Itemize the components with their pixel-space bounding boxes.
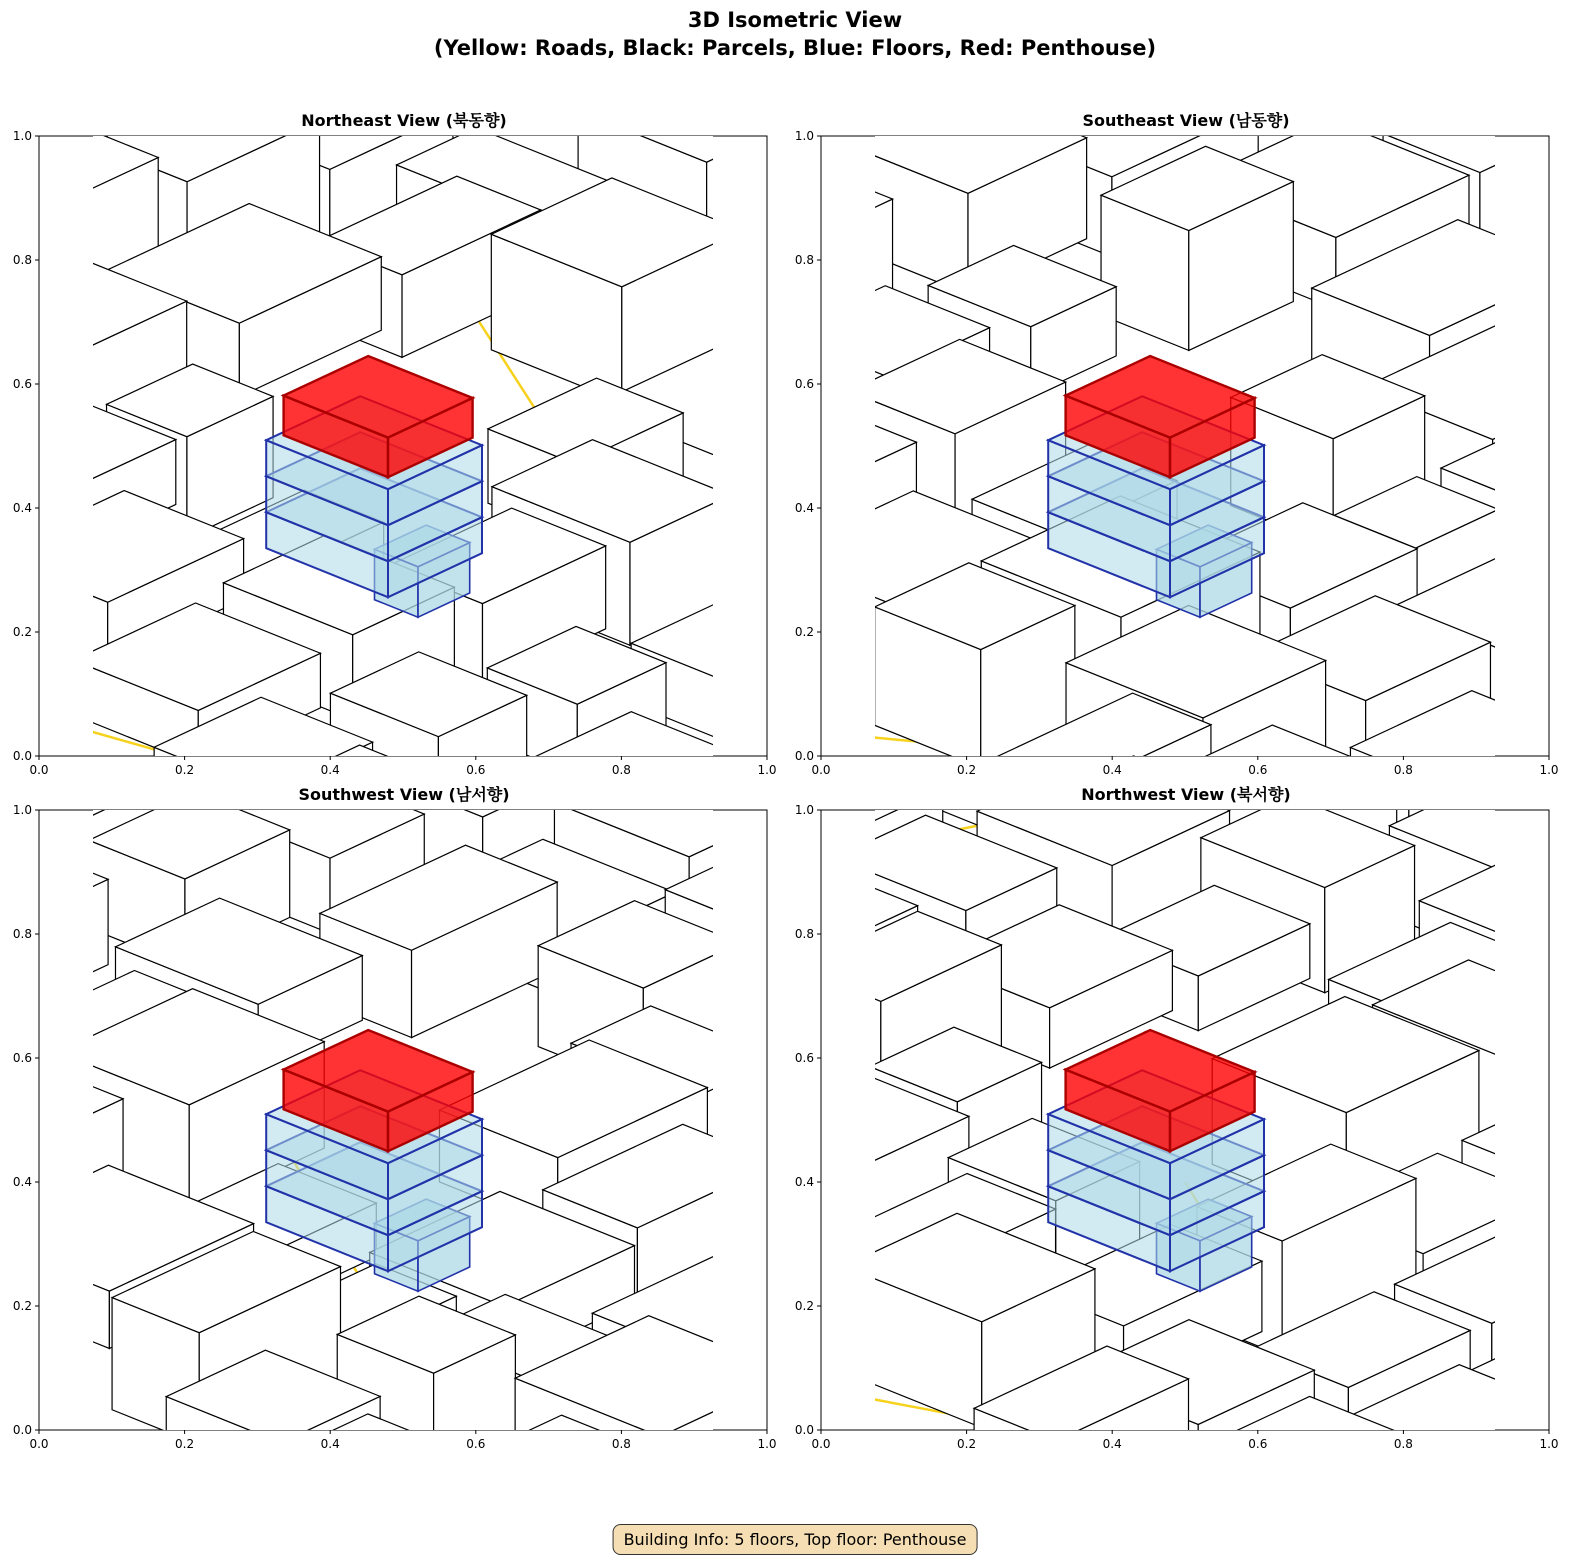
panel-plot-southeast [782,108,1572,808]
panel-plot-southwest [0,782,790,1482]
y-tick-label: 0.6 [794,1051,814,1065]
parcel-block-top-face [1063,1500,1313,1560]
parcel-block-right-face [1524,1514,1590,1560]
x-tick-label: 0.6 [466,1437,486,1451]
panel-southeast [782,108,1559,788]
panel-southwest [0,782,777,1462]
parcel-block-top-face [429,0,665,1]
y-tick-label: 1.0 [12,129,32,143]
parcel-block-top-face [1563,291,1590,362]
x-tick-label: 0.8 [611,763,631,777]
x-tick-label: 1.0 [1539,1437,1559,1451]
figure-title-line2: (Yellow: Roads, Black: Parcels, Blue: Floors, Red: Penthouse) [433,36,1157,60]
parcel-block-right-face [1577,268,1590,371]
panel-title-southwest: Southwest View (남서향) [298,785,510,804]
x-tick-label: 1.0 [1539,763,1559,777]
parcel-block-left-face [500,1535,589,1560]
x-tick-label: 0.2 [957,763,977,777]
x-tick-label: 0.4 [320,1437,340,1451]
parcel-block-left-face [1563,327,1590,459]
parcel-block-right-face [1560,903,1590,1044]
panel-title-southeast: Southeast View (남동향) [1082,111,1290,130]
y-tick-label: 0.8 [12,927,32,941]
building-info-box: Building Info: 5 floors, Top floor: Penthouse [613,1524,978,1555]
panel-title-northeast: Northeast View (북동향) [301,111,507,130]
x-tick-label: 0.4 [320,763,340,777]
y-tick-label: 0.2 [794,1299,814,1313]
x-tick-label: 0.2 [175,763,195,777]
y-tick-label: 0.0 [12,749,32,763]
y-tick-label: 0.8 [794,927,814,941]
figure-title [0,6,1590,62]
parcel-block-top-face [0,329,31,417]
parcel-block-right-face [1574,1136,1590,1269]
panel-title-northwest: Northwest View (북서향) [1081,785,1291,804]
x-tick-label: 0.0 [811,763,831,777]
panel-plot-northwest [782,782,1572,1482]
parcel-block-left-face [1231,1527,1368,1560]
panel-plot-northeast [0,108,790,808]
y-tick-label: 0.2 [794,625,814,639]
parcel-block-left-face [1410,1538,1524,1560]
y-tick-label: 0.2 [12,625,32,639]
y-tick-label: 0.6 [794,377,814,391]
x-tick-label: 0.0 [29,1437,49,1451]
parcel-block-left-face [1313,1433,1436,1539]
y-tick-label: 0.8 [794,253,814,267]
panel-northeast [0,108,777,788]
parcel-block-right-face [1287,1432,1398,1560]
x-tick-label: 0.2 [957,1437,977,1451]
x-tick-label: 0.6 [1248,763,1268,777]
y-tick-label: 0.0 [12,1423,32,1437]
y-tick-label: 1.0 [794,803,814,817]
x-tick-label: 0.6 [466,763,486,777]
y-tick-label: 0.4 [794,501,814,515]
x-tick-label: 0.4 [1102,1437,1122,1451]
x-tick-label: 0.4 [1102,763,1122,777]
parcel-block-left-face [1199,1448,1288,1560]
y-tick-label: 0.4 [12,501,32,515]
x-tick-label: 0.6 [1248,1437,1268,1451]
parcel-block-right-face [1368,1516,1510,1560]
parcel-block-top-face [342,1529,544,1560]
parcel-block-left-face [425,1479,518,1560]
x-tick-label: 1.0 [757,1437,777,1451]
y-tick-label: 0.0 [794,749,814,763]
parcel-block-left-face [1541,1508,1590,1560]
parcel-block-top-face [991,1460,1212,1554]
y-tick-label: 0.8 [12,253,32,267]
parcel-block-right-face [1563,456,1590,606]
y-tick-label: 0.4 [12,1175,32,1189]
x-tick-label: 1.0 [757,763,777,777]
y-tick-label: 1.0 [12,803,32,817]
x-tick-label: 0.2 [175,1437,195,1451]
parcel-block-left-face [0,877,21,1005]
y-tick-label: 0.6 [12,1051,32,1065]
parcel-block-left-face [991,1495,1137,1560]
y-tick-label: 0.4 [794,1175,814,1189]
parcel-block-right-face [1136,1518,1212,1560]
parcel-block-right-face [1202,1556,1313,1560]
figure-title-line1: 3D Isometric View [687,8,903,32]
x-tick-label: 0.8 [1393,763,1413,777]
parcel-block-right-face [362,1457,474,1560]
parcel-block-left-face [1063,1552,1201,1560]
y-tick-label: 0.6 [12,377,32,391]
parcel-block-left-face [0,1087,34,1246]
y-tick-label: 0.2 [12,1299,32,1313]
y-tick-label: 1.0 [794,129,814,143]
parcel-block-top-face [1410,1468,1590,1560]
parcel-block-right-face [1579,748,1590,838]
x-tick-label: 0.8 [1393,1437,1413,1451]
parcel-block-right-face [1437,1414,1583,1539]
parcel-block-top-face [1541,1470,1590,1558]
panel-northwest [782,782,1559,1462]
x-tick-label: 0.0 [811,1437,831,1451]
x-tick-label: 0.8 [611,1437,631,1451]
y-tick-label: 0.0 [794,1423,814,1437]
parcel-block-left-face [256,1466,362,1560]
x-tick-label: 0.0 [29,763,49,777]
parcel-block-top-face [1231,1460,1511,1560]
